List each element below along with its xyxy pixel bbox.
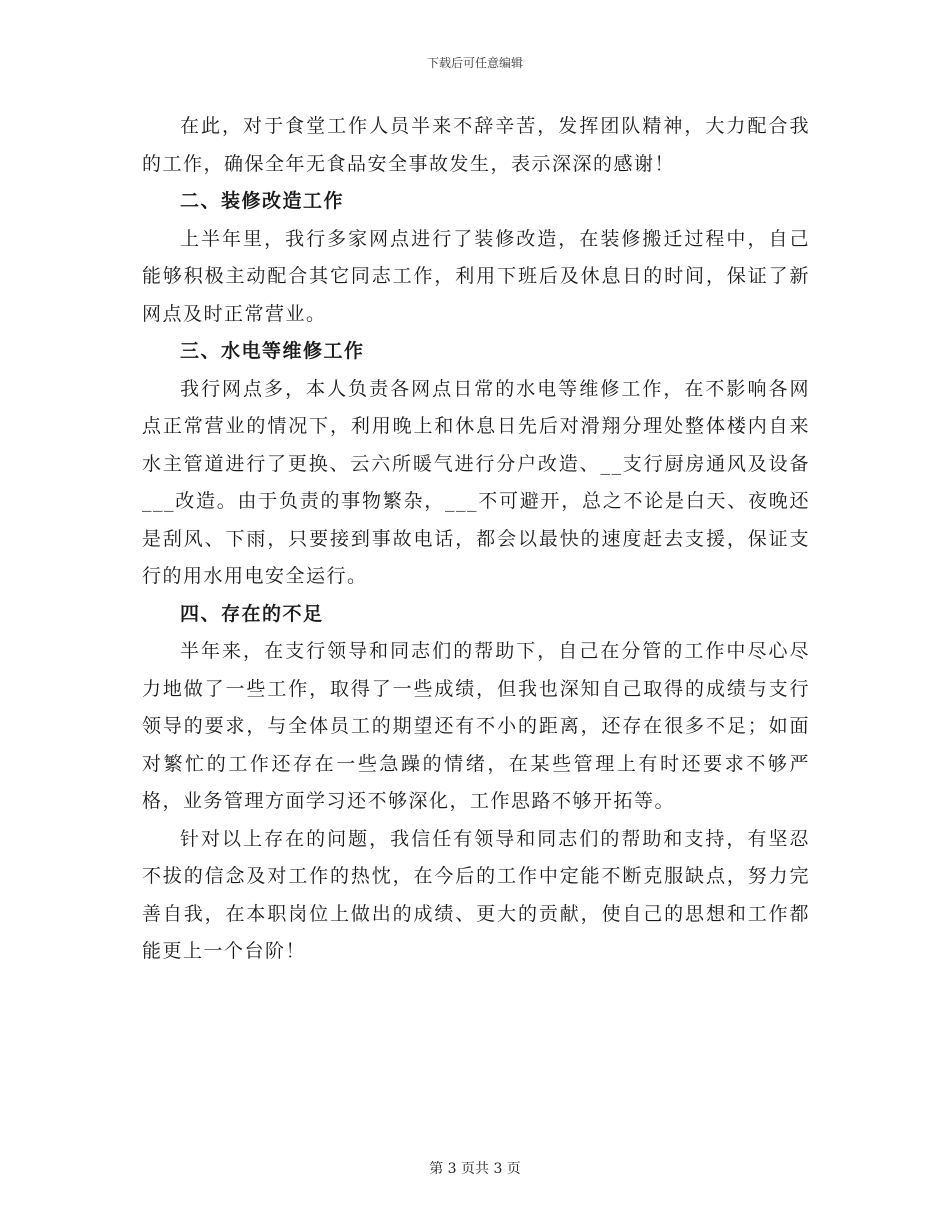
section-heading-renovation: 二、装修改造工作 — [180, 190, 345, 212]
paragraph-maintenance: 我行网点多，本人负责各网点日常的水电等维修工作，在不影响各网点正常营业的情况下，利用晚上和休息日先后对滑翔分理处整体楼内自来水主管道进行了更换、云六所暖气进行分户改造、__支行厨房通风及设备___改造。由于负责的事物繁杂，___不可避开，总之不论是白天、夜晚还是刮风、下雨，只要接到事故电话，都会以最快的速度赶去支援，保证支行的用水用电安全运行。 — [142, 377, 810, 587]
page-header: 下载后可任意编辑 — [426, 56, 523, 70]
paragraph-renovation: 上半年里，我行多家网点进行了装修改造，在装修搬迁过程中，自己能够积极主动配合其它同志工作，利用下班后及休息日的时间，保证了新网点及时正常营业。 — [142, 227, 810, 325]
paragraph-conclusion: 针对以上存在的问题，我信任有领导和同志们的帮助和支持，有坚忍不拔的信念及对工作的热忱，在今后的工作中定能不断克服缺点，努力完善自我，在本职岗位上做出的成绩、更大的贡献，使自己的思想和工作都能更上一个台阶！ — [142, 827, 810, 962]
paragraph-shortcomings: 半年来，在支行领导和同志们的帮助下，自己在分管的工作中尽心尽力地做了一些工作，取得了一些成绩，但我也深知自己取得的成绩与支行领导的要求，与全体员工的期望还有不小的距离，还存在很多不足；如面对繁忙的工作还存在一些急躁的情绪，在某些管理上有时还要求不够严格，业务管理方面学习还不够深化，工作思路不够开拓等。 — [142, 640, 810, 812]
paragraph-thanks: 在此，对于食堂工作人员半来不辞辛苦，发挥团队精神，大力配合我的工作，确保全年无食品安全事故发生，表示深深的感谢！ — [142, 115, 810, 175]
page-footer: 第 3 页共 3 页 — [429, 1161, 521, 1177]
section-heading-maintenance: 三、水电等维修工作 — [180, 340, 365, 362]
document-body — [142, 108, 810, 971]
section-heading-shortcomings: 四、存在的不足 — [180, 602, 324, 625]
